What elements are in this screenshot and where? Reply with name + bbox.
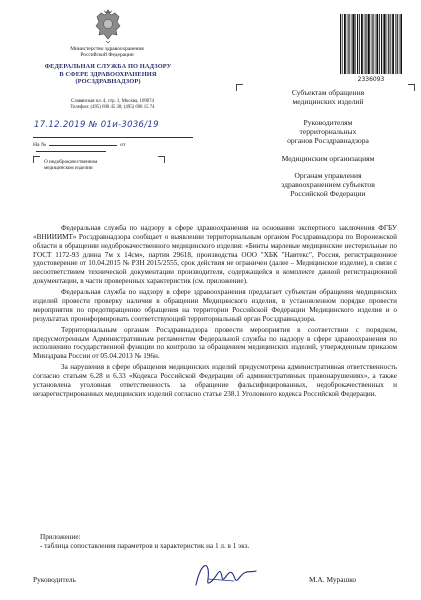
body-paragraph: Федеральная служба по надзору в сфере здравоохранения предлагает субъектам обращения медицинских изделий провести проверку наличия в обращении Медицинского изделия, в установленном порядке провести мероприятия по предотвращению обращения на территории Российской Федерации Медицинского изделия и о результатах проинформировать соответствующий территориальный орган Росздравнадзора.	[33, 288, 397, 323]
body-paragraph: Территориальным органам Росздравнадзора провести мероприятия в соответствии с порядком, предусмотренным Административным регламентом Федеральной службы по надзору в сфере здравоохранения по исполнению государственной функции по контролю за обращением медицинских изделий, утвержденным приказом Минздрава России от 05.04.2013 № 196н.	[33, 325, 397, 361]
body-paragraph: Федеральная служба по надзору в сфере здравоохранения на основании экспертного заключения ФГБУ «ВНИИИМТ» Росздравнадзора сообщает о выявлении территориальным органом Росздравнадзора по Воронежской области в обращении недоброкачественного медицинского изделия: «Бинты марлевые медицинские нестерильные по ГОСТ 1172-93 длина 7м х 14см», партия 29618, производства ООО "ХБК "Навтекс", Россия, регистрационное удостоверение от 10.04.2015 № РЗН 2015/2555, срок действия не ограничен (далее – Медицинское изделие), в связи с несоответствием технической документации производителя, содержащейся в комплекте данной регистрационной документации, в части проверенных характеристик (см. приложение).	[33, 224, 397, 286]
attachment-label: Приложение:	[40, 533, 81, 541]
attachment-item: - таблица сопоставления параметров и характеристик на 1 л. в 1 экз.	[40, 542, 250, 550]
from-label: от	[120, 142, 126, 148]
signer-title: Руководитель	[33, 575, 76, 584]
subject-corner-left	[33, 156, 40, 163]
letter-subject: О недоброкачественном медицинском изделии	[44, 159, 98, 172]
signer-name: М.А. Мурашко	[309, 575, 357, 584]
reference-line	[33, 142, 193, 154]
handwritten-date-number: 17.12.2019 № 01и-3036/19	[34, 120, 159, 130]
body-paragraph: За нарушения в сфере обращения медицинских изделий предусмотрена административная ответственность согласно статьям 6.28 и 6.33 «Кодекса Российской Федерации об административных правонарушениях», а также установлена уголовная ответственность за обращение фальсифицированных, недоброкачественных и незарегистрированных медицинских изделий согласно статье 238.1 Уголовного кодекса Российской Федерации.	[33, 363, 397, 398]
on-label: На №	[33, 142, 47, 148]
letter-body	[33, 224, 397, 401]
ministry-name: Министерство здравоохранения Российской Федерации	[70, 46, 144, 59]
recipient-subjects: Субъектам обращения медицинских изделий	[291, 88, 365, 106]
recipient-corner-right	[408, 84, 415, 91]
barcode-number: 2336093	[357, 76, 385, 83]
recipient-medical-orgs: Медицинским организациям	[281, 154, 375, 163]
agency-name: ФЕДЕРАЛЬНАЯ СЛУЖБА ПО НАДЗОРУ В СФЕРЕ ЗДРАВООХРАНЕНИЯ (РОСЗДРАВНАДЗОР)	[44, 63, 172, 86]
coat-of-arms-emblem	[93, 8, 123, 44]
attachment-block	[40, 533, 380, 551]
recipient-territorial-heads: Руководителям территориальных органов Росздравнадзора	[287, 118, 369, 145]
handwritten-signature	[190, 555, 260, 595]
recipient-health-authorities: Органам управления здравоохранением субъектов Российской Федерации	[281, 171, 375, 198]
recipient-corner-left	[236, 84, 243, 91]
agency-address: Славянская пл. 4, стр. 1, Москва, 109074 Телефон: (495) 698 45 38; (495) 698 15 74	[70, 99, 155, 110]
barcode	[340, 14, 402, 74]
